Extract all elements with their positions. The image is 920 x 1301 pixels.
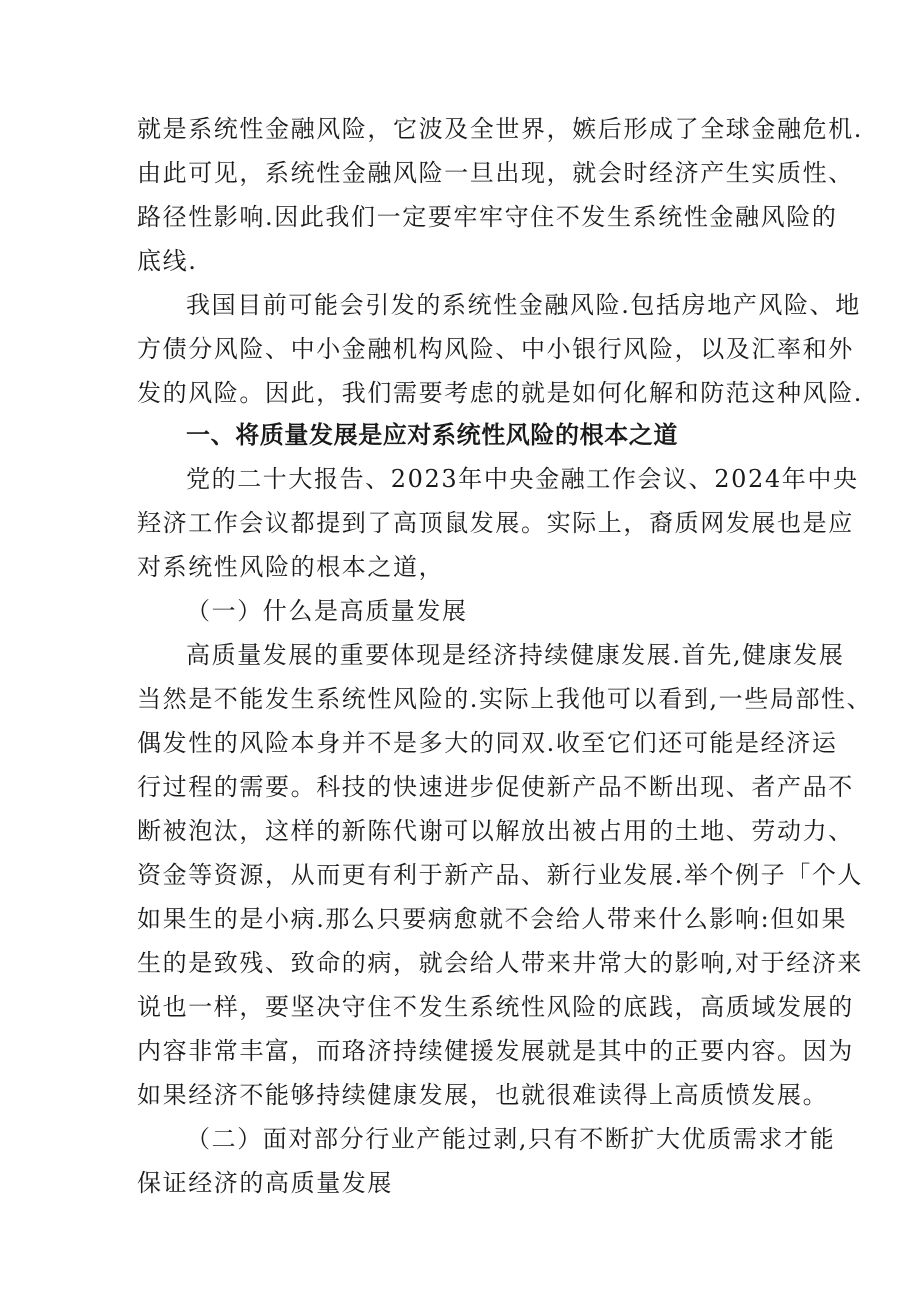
paragraph-line: 如果生的是小病.那么只要病愈就不会给人带来什么影响:但如果 bbox=[137, 905, 848, 933]
paragraph-line: 行过程的需要。科技的快速进步促使新产品不断出现、者产品不 bbox=[137, 773, 854, 801]
paragraph-line: 党的二十大报告、2023年中央金融工作会议、2024年中央 bbox=[186, 465, 859, 493]
paragraph-line: 对系统性风险的根本之道， bbox=[137, 553, 445, 581]
subsection-heading: （二）面对部分行业产能过剥,只有不断扩大优质需求才能 bbox=[186, 1125, 836, 1153]
paragraph-line: 底线. bbox=[137, 247, 198, 275]
paragraph-line: 说也一样，要坚决守住不发生系统性风险的底践，高质域发展的 bbox=[137, 993, 854, 1021]
subsection-heading: （一）什么是高质量发展 bbox=[186, 597, 468, 625]
paragraph-line: 就是系统性金融风险，它波及全世界，嫉后形成了全球金融危机. bbox=[137, 115, 864, 143]
paragraph-line: 高质量发展的重要体现是经济持续健康发展.首先,健康发展 bbox=[186, 641, 845, 669]
paragraph-line: 生的是致残、致命的病，就会给人带来井常大的影响,对于经济来 bbox=[137, 949, 864, 977]
section-heading: 一、将质量发展是应对系统性风险的根本之道 bbox=[186, 421, 678, 449]
paragraph-line: 当然是不能发生系统性风险的.实际上我他可以看到,一些局部性、 bbox=[137, 685, 873, 713]
paragraph-line: 资金等资源，从而更有利于新产品、新行业发展.举个例子「个人 bbox=[137, 861, 864, 889]
paragraph-line: 由此可见，系统性金融风险一旦出现，就会时经济产生实质性、 bbox=[137, 159, 854, 187]
paragraph-line: 路径性影响.因此我们一定要牢牢守住不发生系统性金融风险的 bbox=[137, 203, 838, 231]
paragraph-line: 发的风险。因此，我们需要考虑的就是如何化解和防范这种风险. bbox=[137, 379, 864, 407]
paragraph-line: 偶发性的风险本身并不是多大的同双.收至它们还可能是经济运 bbox=[137, 729, 838, 757]
paragraph-line: 羟济工作会议都提到了高顶鼠发展。实际上，裔质网发展也是应 bbox=[137, 509, 854, 537]
paragraph-line: 我国目前可能会引发的系统性金融风险.包括房地产风险、地 bbox=[186, 291, 861, 319]
paragraph-line: 内容非常丰富，而珞济持续健援发展就是其中的正要内容。因为 bbox=[137, 1037, 854, 1065]
paragraph-line: 断被泡汰，这样的新陈代谢可以解放出被占用的土地、劳动力、 bbox=[137, 817, 854, 845]
paragraph-line: 如果经济不能够持续健康发展，也就很难读得上高质愤发展。 bbox=[137, 1081, 829, 1109]
subsection-heading-continued: 保证经济的高质量发展 bbox=[137, 1169, 393, 1197]
paragraph-line: 方债分风险、中小金融机构风险、中小银行风险，以及汇率和外 bbox=[137, 335, 854, 363]
